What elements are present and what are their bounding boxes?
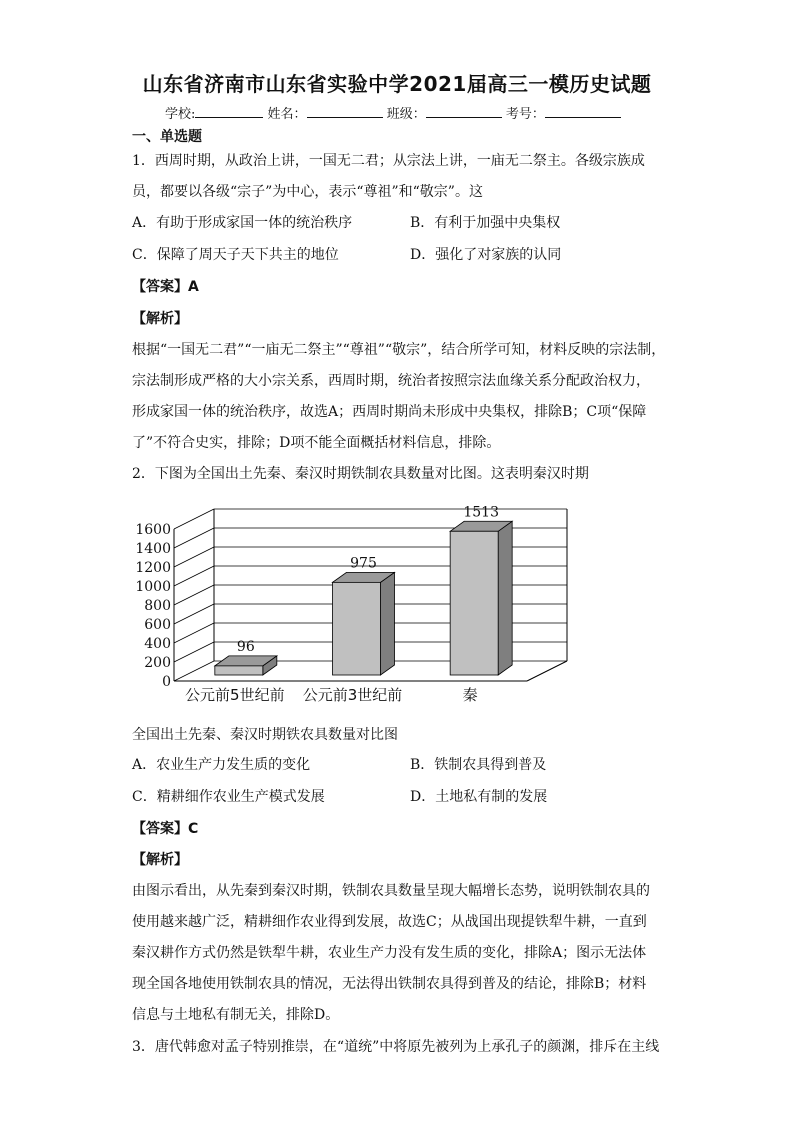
- chart-x-tick-labels: [185, 686, 478, 704]
- number-blank[interactable]: [545, 105, 621, 118]
- gridline-diagonal: [174, 585, 214, 605]
- class-blank[interactable]: [426, 105, 502, 118]
- q1-option-d: D．强化了对家族的认同: [410, 247, 562, 263]
- q2-stem: 2．下图为全国出土先秦、秦汉时期铁制农具数量对比图。这表明秦汉时期: [132, 466, 589, 482]
- gridline-diagonal: [174, 509, 214, 529]
- bar-value-label: 96: [236, 638, 255, 655]
- q3-stem: 3．唐代韩愈对孟子特别推崇，在“道统”中将原先被列为上承孔子的颜渊，排斥在主线: [132, 1039, 660, 1055]
- y-tick-label: 1600: [135, 522, 171, 538]
- q2-explanation-line3: 秦汉耕作方式仍然是铁犁牛耕，农业生产力没有发生质的变化，排除A；图示无法体: [132, 945, 647, 961]
- school-label: 学校:: [165, 107, 196, 122]
- bar-2: [333, 555, 395, 675]
- chart-y-tick-labels: [135, 522, 171, 690]
- bar-1: [215, 639, 277, 675]
- q2-explanation-line4: 现全国各地使用铁制农具的情况，无法得出铁制农具得到普及的结论，排除B；材料: [132, 976, 647, 992]
- y-tick-label: 400: [144, 636, 171, 652]
- bar-front: [450, 531, 498, 675]
- q2-explanation-line2: 使用越来越广泛，精耕细作农业得到发展，故选C；从战国出现提铁犁牛耕，一直到: [132, 914, 647, 930]
- chart-bars: [215, 504, 512, 675]
- q1-analysis-label: 【解析】: [132, 311, 188, 327]
- name-blank[interactable]: [307, 105, 383, 118]
- q1-explanation-line1: 根据“一国无二君”“一庙无二祭主”“尊祖”“敬宗”，结合所学可知，材料反映的宗法制，: [132, 342, 666, 358]
- q1-option-b: B．有利于加强中央集权: [410, 215, 561, 231]
- chart-caption: 全国出土先秦、秦汉时期铁农具数量对比图: [132, 727, 398, 743]
- number-label: 考号：: [505, 107, 545, 122]
- q2-analysis-label: 【解析】: [132, 852, 188, 868]
- bar-side: [381, 572, 395, 675]
- school-blank[interactable]: [195, 105, 263, 118]
- student-info-row: [165, 103, 621, 122]
- q1-option-a: A．有助于形成家国一体的统治秩序: [132, 215, 353, 231]
- q2-option-b: B．铁制农具得到普及: [410, 757, 547, 773]
- q1-explanation-line4: 了”不符合史实，排除；D项不能全面概括材料信息，排除。: [132, 435, 501, 451]
- q2-option-c: C．精耕细作农业生产模式发展: [132, 789, 325, 805]
- y-tick-label: 200: [144, 655, 171, 671]
- q2-option-a: A．农业生产力发生质的变化: [132, 757, 311, 773]
- bar-front: [215, 666, 263, 675]
- name-label: 姓名：: [267, 107, 307, 122]
- y-tick-label: 0: [162, 674, 171, 690]
- bar-3: [450, 504, 512, 675]
- y-tick-label: 1400: [135, 541, 171, 557]
- q1-stem-line2: 员，都要以各级“宗子”为中心，表示“尊祖”和“敬宗”。这: [132, 184, 483, 200]
- q2-option-d: D．土地私有制的发展: [410, 789, 548, 805]
- floor-right-edge: [527, 661, 567, 681]
- q1-answer: 【答案】A: [132, 279, 199, 295]
- bar-value-label: 975: [350, 555, 377, 572]
- iron-tools-bar-chart: [132, 496, 572, 718]
- bar-side: [498, 521, 512, 675]
- gridline-diagonal: [174, 528, 214, 548]
- q1-stem-line1: 1．西周时期，从政治上讲，一国无二君；从宗法上讲，一庙无二祭主。各级宗族成: [132, 153, 645, 169]
- q1-option-c: C．保障了周天子天下共主的地位: [132, 247, 339, 263]
- page-title: 山东省济南市山东省实验中学2021届高三一模历史试题: [142, 72, 652, 96]
- x-tick-label: 公元前5世纪前: [185, 686, 285, 704]
- bar-value-label: 1513: [463, 504, 499, 521]
- bar-front: [333, 582, 381, 675]
- q2-answer: 【答案】C: [132, 821, 199, 837]
- q1-explanation-line2: 宗法制形成严格的大小宗关系，西周时期，统治者按照宗法血缘关系分配政治权力，: [132, 373, 650, 389]
- y-tick-label: 800: [144, 598, 171, 614]
- y-tick-label: 600: [144, 617, 171, 633]
- q2-explanation-line1: 由图示看出，从先秦到秦汉时期，铁制农具数量呈现大幅增长态势，说明铁制农具的: [132, 883, 650, 899]
- x-tick-label: 公元前3世纪前: [302, 686, 403, 704]
- gridline-diagonal: [174, 642, 214, 662]
- class-label: 班级：: [386, 107, 426, 122]
- q1-explanation-line3: 形成家国一体的统治秩序，故选A；西周时期尚未形成中央集权，排除B；C项“保障: [132, 404, 647, 420]
- section-heading: 一、单选题: [132, 129, 202, 145]
- y-tick-label: 1200: [135, 560, 171, 576]
- y-tick-label: 1000: [135, 579, 171, 595]
- x-tick-label: 秦: [462, 686, 478, 704]
- gridline-diagonal: [174, 547, 214, 567]
- gridline-diagonal: [174, 604, 214, 624]
- gridline-diagonal: [174, 566, 214, 586]
- gridline-diagonal: [174, 661, 214, 681]
- gridline-diagonal: [174, 623, 214, 643]
- q2-explanation-line5: 信息与土地私有制无关，排除D。: [132, 1007, 340, 1023]
